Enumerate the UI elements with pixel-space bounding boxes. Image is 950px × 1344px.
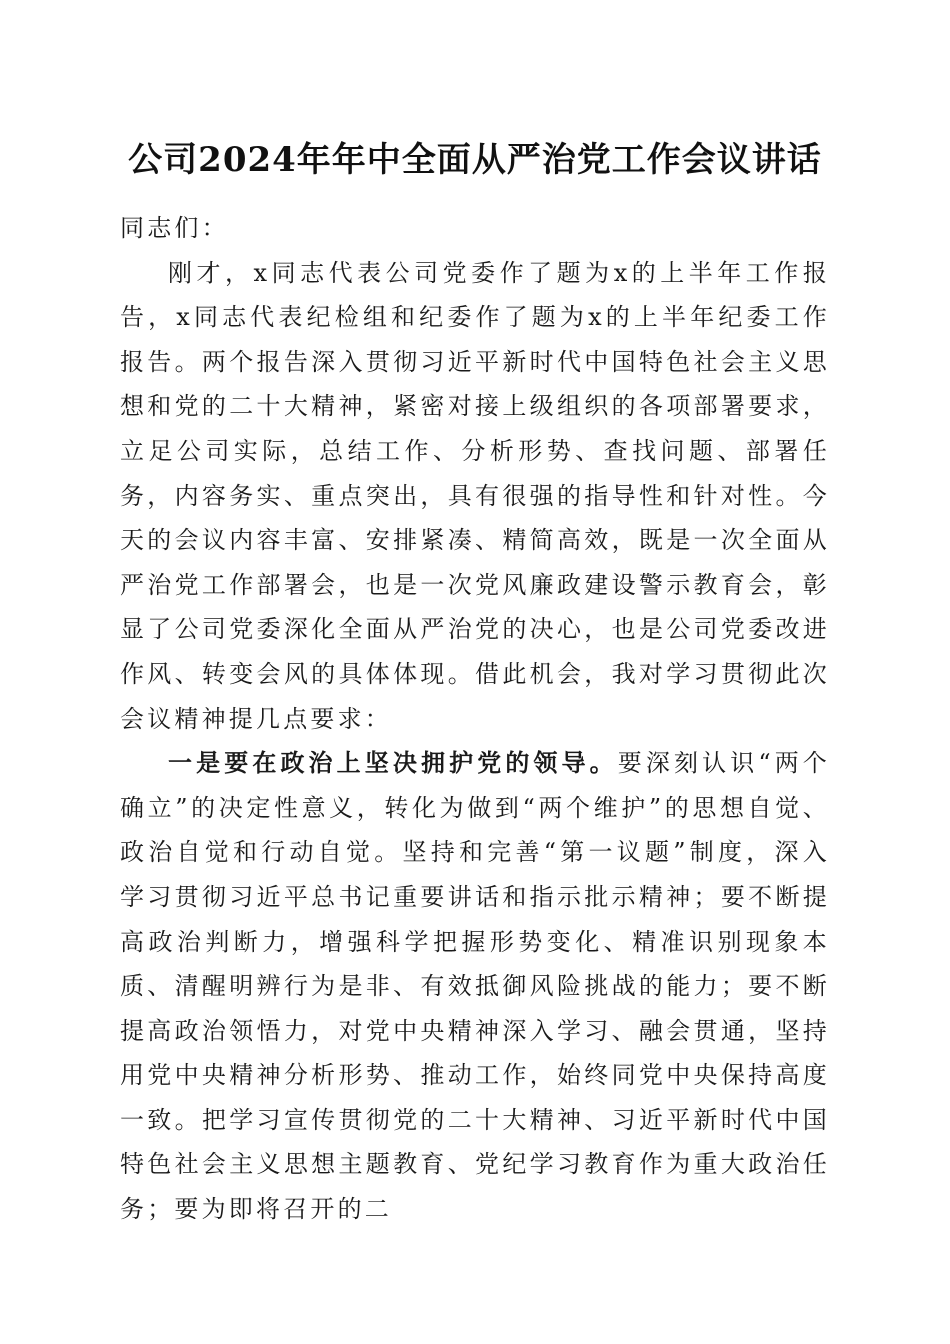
salutation: 同志们： (120, 214, 229, 242)
paragraph-2-lead: 一是要在政治上坚决拥护党的领导。 (168, 748, 618, 778)
paragraph-1-text: 刚才，x同志代表公司党委作了题为x的上半年工作报告，x同志代表纪检组和纪委作了题为x的上半年纪委工作报告。两个报告深入贯彻习近平新时代中国特色社会主义思想和党的二十大精神，紧密对接上级组织的各项部署要求，立足公司实际，总结工作、分析形势、查找问题、部署任务，内容务实、重点突出，具有很强的指导性和针对性。今天的会议内容丰富、安排紧凑、精简高效，既是一次全面从严治党工作部署会，也是一次党风廉政建设警示教育会，彰显了公司党委深化全面从严治党的决心，也是公司党委改进作风、转变会风的具体体现。借此机会，我对学习贯彻此次会议精神提几点要求： (120, 258, 830, 733)
paragraph-2 (120, 741, 830, 1232)
paragraph-1 (120, 251, 830, 742)
paragraph-2-text: 要深刻认识“两个确立”的决定性意义，转化为做到“两个维护”的思想自觉、政治自觉和行动自觉。坚持和完善“第一议题”制度，深入学习贯彻习近平总书记重要讲话和指示批示精神；要不断提高政治判断力，增强科学把握形势变化、精准识别现象本质、清醒明辨行为是非、有效抵御风险挑战的能力；要不断提高政治领悟力，对党中央精神深入学习、融会贯通，坚持用党中央精神分析形势、推动工作，始终同党中央保持高度一致。把学习宣传贯彻党的二十大精神、习近平新时代中国特色社会主义思想主题教育、党纪学习教育作为重大政治任务；要为即将召开的二 (120, 749, 831, 1224)
page-title: 公司2024年年中全面从严治党工作会议讲话 (128, 140, 822, 180)
document-body (120, 206, 830, 1232)
